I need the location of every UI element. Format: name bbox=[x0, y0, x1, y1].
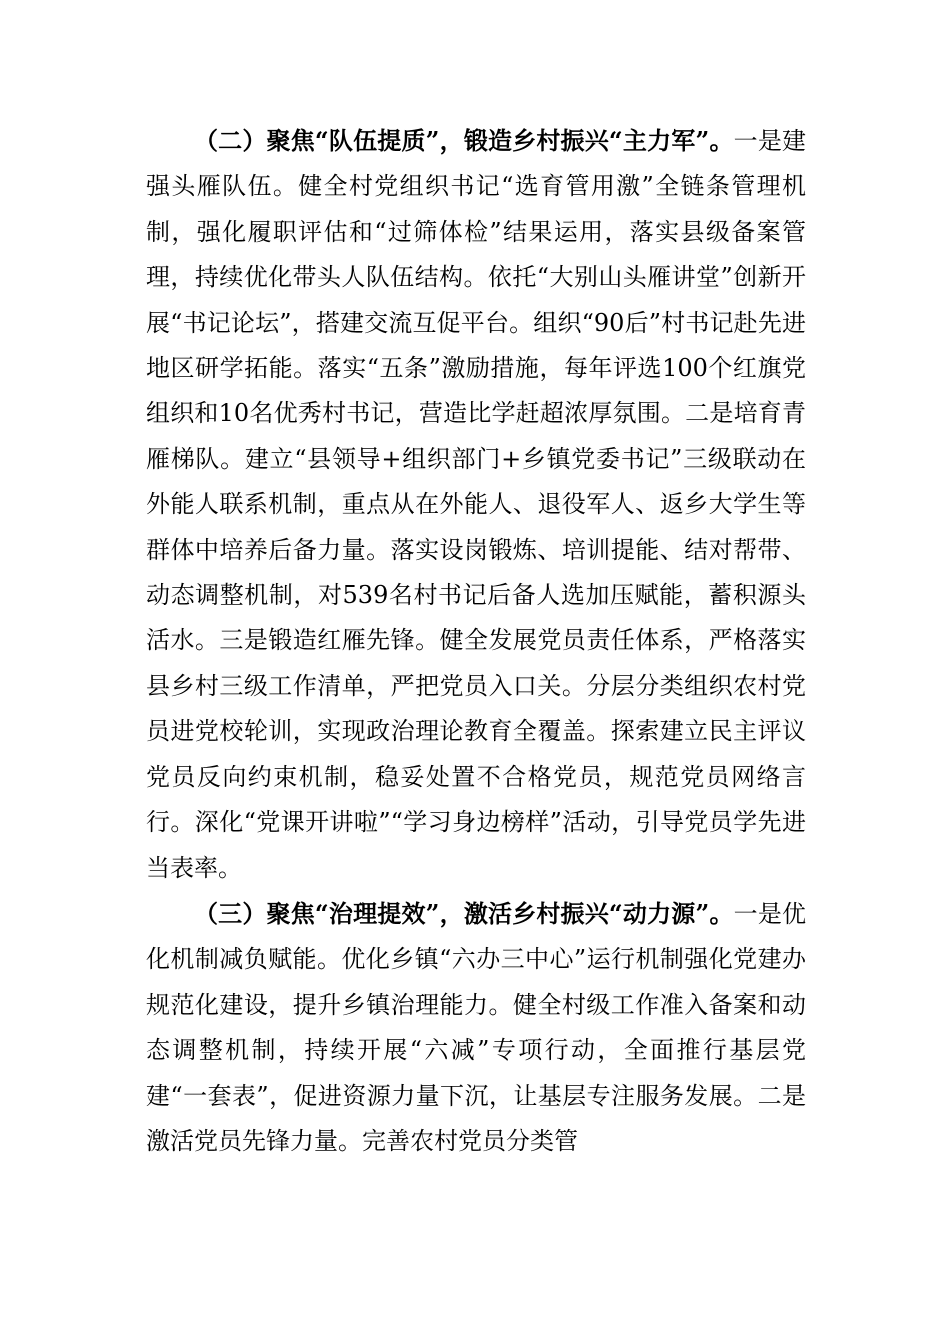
section-two-paragraph bbox=[146, 118, 806, 891]
section-three-paragraph bbox=[146, 891, 806, 1164]
section-two-heading: （二）聚焦“队伍提质”，锻造乡村振兴“主力军”。 bbox=[194, 126, 734, 155]
section-three-heading: （三）聚焦“治理提效”，激活乡村振兴“动力源”。 bbox=[194, 898, 734, 928]
section-two-body: 一是建强头雁队伍。健全村党组织书记“选育管用激”全链条管理机制，强化履职评估和“过筛体检”结果运用，落实县级备案管理，持续优化带头人队伍结构。依托“大别山头雁讲堂”创新开展“书记论坛”，搭建交流互促平台。组织“90后”村书记赴先进地区研学拓能。落实“五条”激励措施，每年评选100个红旗党组织和10名优秀村书记，营造比学赶超浓厚氛围。二是培育青雁梯队。建立“县领导+组织部门+乡镇党委书记”三级联动在外能人联系机制，重点从在外能人、退役军人、返乡大学生等群体中培养后备力量。落实设岗锻炼、培训提能、结对帮带、动态调整机制，对539名村书记后备人选加压赋能，蓄积源头活水。三是锻造红雁先锋。健全发展党员责任体系，严格落实县乡村三级工作清单，严把党员入口关。分层分类组织农村党员进党校轮训，实现政治理论教育全覆盖。探索建立民主评议党员反向约束机制，稳妥处置不合格党员，规范党员网络言行。深化“党课开讲啦”“学习身边榜样”活动，引导党员学先进当表率。 bbox=[146, 127, 807, 882]
document-page bbox=[146, 118, 806, 1164]
section-three-body: 一是优化机制减负赋能。优化乡镇“六办三中心”运行机制强化党建办规范化建设，提升乡镇治理能力。健全村级工作准入备案和动态调整机制，持续开展“六减”专项行动，全面推行基层党建“一套表”，促进资源力量下沉，让基层专注服务发展。二是激活党员先锋力量。完善农村党员分类管 bbox=[146, 899, 807, 1155]
